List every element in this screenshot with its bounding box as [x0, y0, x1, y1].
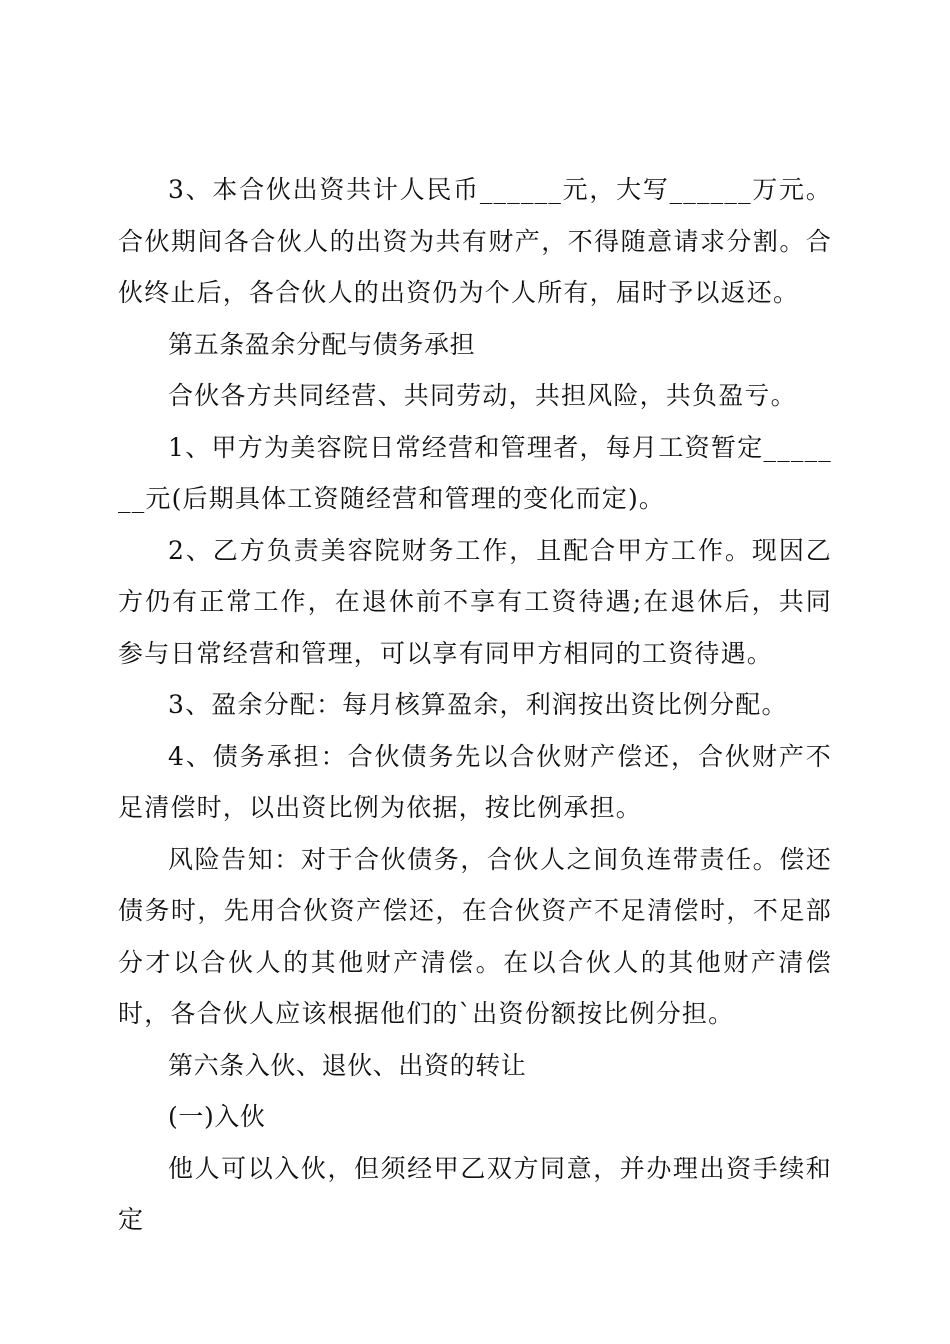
subsection-heading-admission: (一)入伙 [168, 1102, 266, 1131]
section-heading-article-5: 第五条盈余分配与债务承担 [168, 329, 476, 359]
section-heading-article-6: 第六条入伙、退伙、出资的转让 [168, 1050, 527, 1080]
paragraph-debt-bearing: 4、债务承担：合伙债务先以合伙财产偿还，合伙财产不足清偿时，以出资比例为依据，按比例承担。 [118, 741, 832, 822]
paragraph-capital-contribution: 3、本合伙出资共计人民币______元，大写______万元。合伙期间各合伙人的出资为共有财产，不得随意请求分割。合伙终止后，各合伙人的出资仍为个人所有，届时予以返还。 [118, 175, 832, 307]
paragraph-risk-notice: 风险告知：对于合伙债务，合伙人之间负连带责任。偿还债务时，先用合伙资产偿还，在合伙资产不足清偿时，不足部分才以合伙人的其他财产清偿。在以合伙人的其他财产清偿时，各合伙人应该根据他们的`出资份额按比例分担。 [118, 844, 832, 1028]
paragraph-profit-distribution: 3、盈余分配：每月核算盈余，利润按出资比例分配。 [168, 690, 788, 719]
paragraph-joint-operation: 合伙各方共同经营、共同劳动，共担风险，共负盈亏。 [168, 381, 797, 410]
paragraph-party-b-duties: 2、乙方负责美容院财务工作，且配合甲方工作。现因乙方仍有正常工作，在退休前不享有工资待遇;在退休后，共同参与日常经营和管理，可以享有同甲方相同的工资待遇。 [118, 535, 832, 668]
paragraph-admission-terms: 他人可以入伙，但须经甲乙双方同意，并办理出资手续和定 [118, 1153, 832, 1234]
paragraph-party-a-salary: 1、甲方为美容院日常经营和管理者，每月工资暂定_______元(后期具体工资随经营和管理的变化而定)。 [118, 432, 832, 513]
